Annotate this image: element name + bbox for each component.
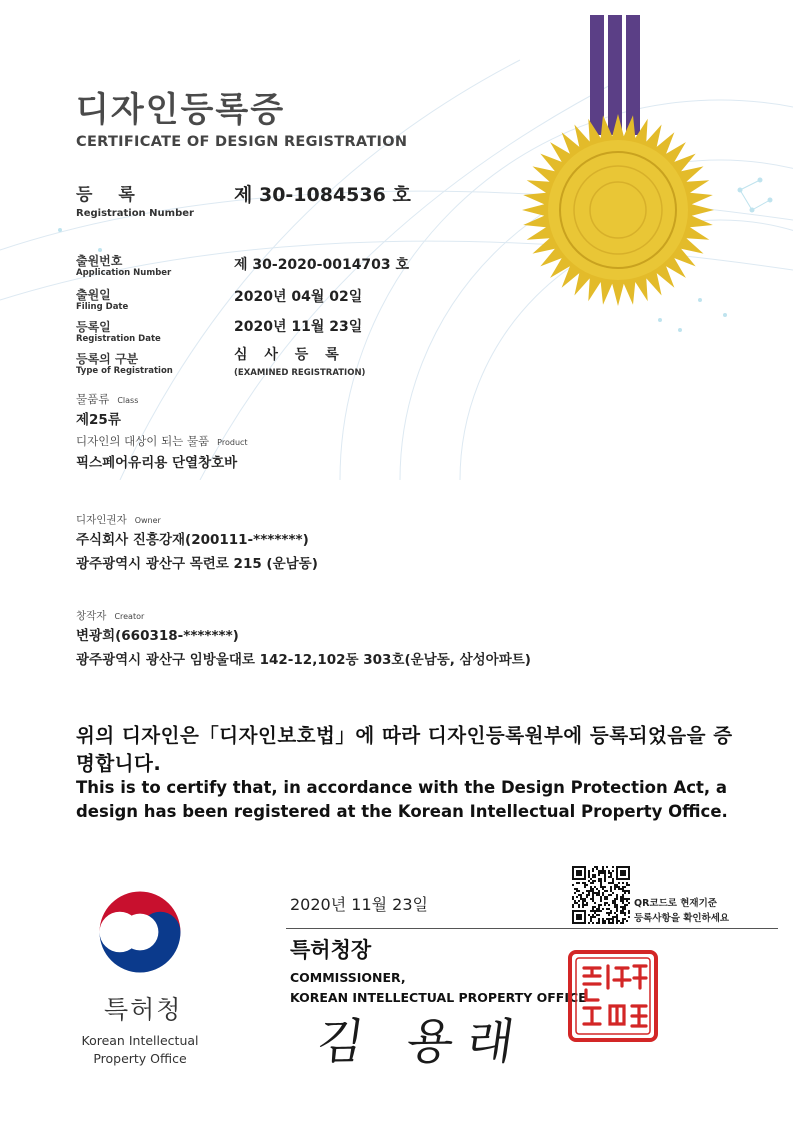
commissioner-title-en — [290, 968, 610, 1008]
product-label — [76, 430, 248, 449]
registration-type-label-ko: 등록의 구분 — [76, 352, 139, 366]
owner-name: 주식회사 진흥강재(200111-*******) — [76, 532, 309, 548]
gold-seal-icon — [520, 10, 720, 310]
application-label-ko: 출원번호 — [76, 254, 123, 268]
creator-label — [76, 604, 144, 623]
registration-type-en: (EXAMINED REGISTRATION) — [234, 368, 366, 378]
certification-text-en: This is to certify that, in accordance with the Design Protection Act, a design has been registered at the Korean Intellectual Property Office. — [76, 778, 728, 821]
class-label-en: Class — [117, 396, 139, 405]
product-label-en: Product — [217, 438, 248, 447]
creator-name: 변광희(660318-*******) — [76, 628, 239, 644]
registration-number: 제 30-1084536 호 — [234, 184, 411, 206]
qr-note — [634, 896, 764, 926]
signature-rule — [286, 928, 778, 929]
certificate-title-ko: 디자인등록증 — [76, 90, 286, 130]
application-label-en: Application Number — [76, 268, 172, 278]
product-label-ko: 디자인의 대상이 되는 물품 — [76, 434, 210, 448]
issue-date: 2020년 11월 23일 — [290, 895, 428, 914]
owner-label-ko: 디자인권자 — [76, 514, 127, 526]
qr-note-line2: 등록사항을 확인하세요 — [634, 913, 730, 924]
owner-label-en: Owner — [134, 516, 161, 525]
class-label — [76, 388, 138, 407]
registration-label-ko: 등 록 — [76, 185, 145, 205]
qr-code-icon[interactable] — [572, 866, 630, 924]
official-seal-icon — [566, 948, 660, 1044]
certificate-title-en: CERTIFICATE OF DESIGN REGISTRATION — [76, 134, 408, 150]
class-value: 제25류 — [76, 412, 121, 428]
registration-type: 심 사 등 록 — [234, 347, 345, 363]
kipo-name-en-line2: Property Office — [93, 1051, 187, 1066]
creator-address: 광주광역시 광산구 임방울대로 142-12,102동 303호(운남동, 삼성아파트) — [76, 652, 531, 668]
registration-date-label-ko: 등록일 — [76, 320, 111, 334]
qr-note-line1: QR코드로 현재기준 — [634, 898, 717, 909]
product-value: 픽스페어유리용 단열창호바 — [76, 455, 238, 471]
owner-address: 광주광역시 광산구 목련로 215 (운남동) — [76, 556, 318, 572]
commissioner-title-ko: 특허청장 — [290, 938, 372, 962]
kipo-name-en — [60, 1032, 220, 1068]
commissioner-en-line1: COMMISSIONER, — [290, 970, 406, 985]
application-number: 제 30-2020-0014703 호 — [234, 257, 410, 273]
class-label-ko: 물품류 — [76, 392, 110, 406]
creator-label-ko: 창작자 — [76, 610, 107, 622]
registration-date-label-en: Registration Date — [76, 334, 161, 344]
kipo-name-ko: 특허청 — [104, 995, 183, 1024]
certification-text-ko: 위의 디자인은「디자인보호법」에 따라 디자인등록원부에 등록되었음을 증명합니다. — [76, 724, 733, 775]
kipo-logo-icon — [94, 886, 186, 978]
registration-label-en: Registration Number — [76, 208, 194, 219]
registration-type-label-en: Type of Registration — [76, 366, 173, 376]
commissioner-signature: 김 용래 — [313, 1014, 532, 1070]
filing-date: 2020년 04월 02일 — [234, 289, 363, 305]
creator-label-en: Creator — [114, 612, 145, 621]
filing-label-en: Filing Date — [76, 302, 129, 312]
registration-date: 2020년 11월 23일 — [234, 319, 363, 335]
filing-label-ko: 출원일 — [76, 288, 111, 302]
kipo-name-en-line1: Korean Intellectual — [81, 1033, 199, 1048]
owner-label — [76, 508, 161, 527]
commissioner-en-line2: KOREAN INTELLECTUAL PROPERTY OFFICE — [290, 990, 587, 1005]
